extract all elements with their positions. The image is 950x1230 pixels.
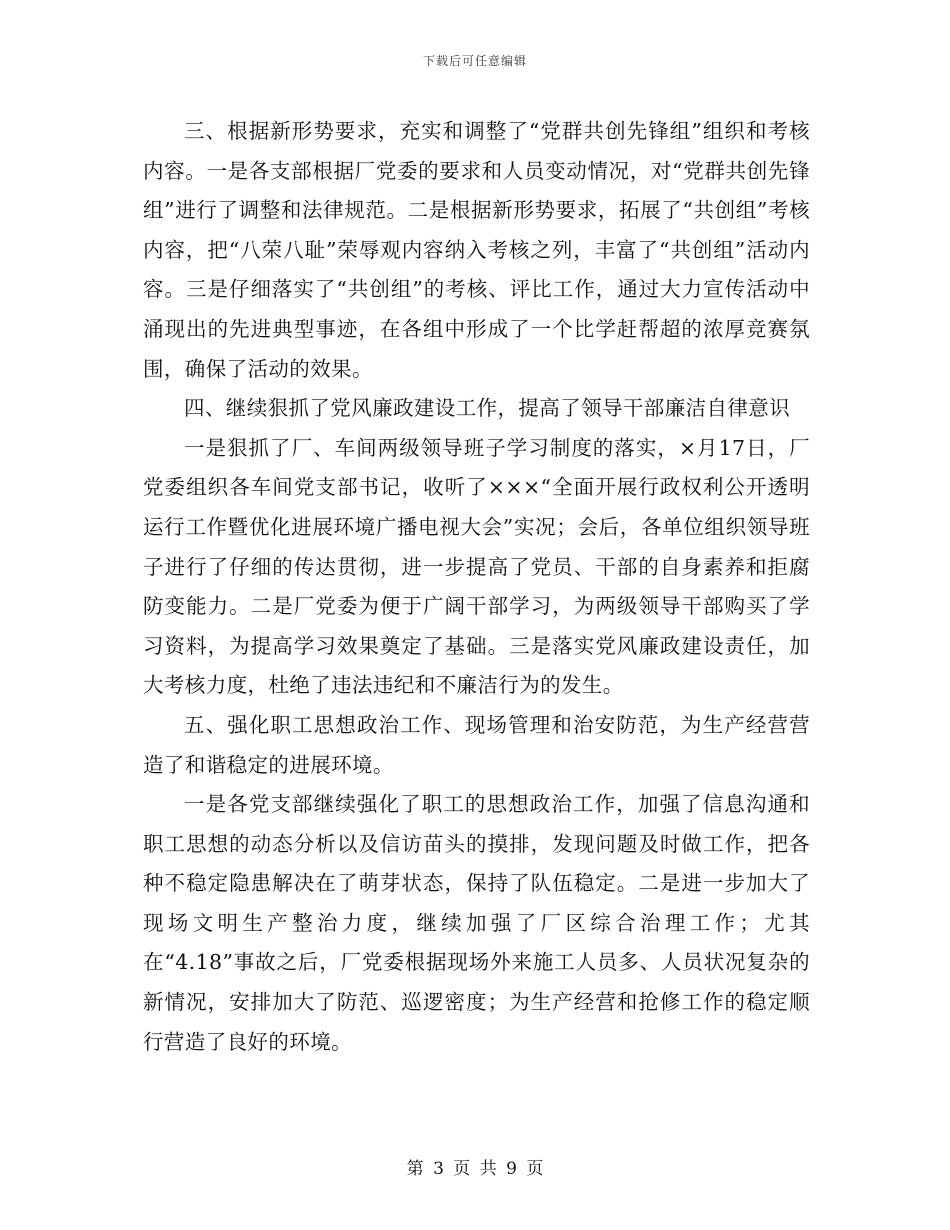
footer-current-page: 3 — [433, 1159, 444, 1179]
footer-total-pages: 9 — [506, 1159, 517, 1179]
page-footer — [0, 1154, 950, 1179]
footer-total-unit: 页 — [526, 1159, 544, 1179]
footer-total-prefix: 共 — [479, 1159, 497, 1179]
heading-section-five: 五、强化职工思想政治工作、现场管理和治安防范，为生产经营营造了和谐稳定的进展环境。 — [143, 712, 810, 777]
page-header-note: 下载后可任意编辑 — [422, 54, 527, 68]
paragraph-section-five-body: 一是各党支部继续强化了职工的思想政治工作，加强了信息沟通和职工思想的动态分析以及信访苗头的摸排，发现问题及时做工作，把各种不稳定隐患解决在了萌芽状态，保持了队伍稳定。二是进一步加大了现场文明生产整治力度，继续加强了厂区综合治理工作；尤其在“4.18”事故之后，厂党委根据现场外来施工人员多、人员状况复杂的新情况，安排加大了防范、巡逻密度；为生产经营和抢修工作的稳定顺行营造了良好的环境。 — [143, 792, 810, 1054]
footer-page-prefix: 第 — [406, 1159, 424, 1179]
document-body — [143, 112, 810, 1062]
paragraph-section-three: 三、根据新形势要求，充实和调整了“党群共创先锋组”组织和考核内容。一是各支部根据厂党委的要求和人员变动情况，对“党群共创先锋组”进行了调整和法律规范。二是根据新形势要求，拓展了“共创组”考核内容，把“八荣八耻”荣辱观内容纳入考核之列，丰富了“共创组”活动内容。三是仔细落实了“共创组”的考核、评比工作，通过大力宣传活动中涌现出的先进典型事迹，在各组中形成了一个比学赶帮超的浓厚竞赛氛围，确保了活动的效果。 — [143, 119, 810, 381]
heading-section-four: 四、继续狠抓了党风廉政建设工作，提高了领导干部廉洁自律意识 — [184, 396, 791, 421]
paragraph-section-four-body: 一是狠抓了厂、车间两级领导班子学习制度的落实，×月17日，厂党委组织各车间党支部书记，收听了×××“全面开展行政权利公开透明运行工作暨优化进展环境广播电视大会”实况；会后，各单位组织领导班子进行了仔细的传达贯彻，进一步提高了党员、干部的自身素养和拒腐防变能力。二是厂党委为便于广阔干部学习，为两级领导干部购买了学习资料，为提高学习效果奠定了基础。三是落实党风廉政建设责任，加大考核力度，杜绝了违法违纪和不廉洁行为的发生。 — [143, 435, 810, 698]
footer-page-unit: 页 — [453, 1159, 471, 1179]
